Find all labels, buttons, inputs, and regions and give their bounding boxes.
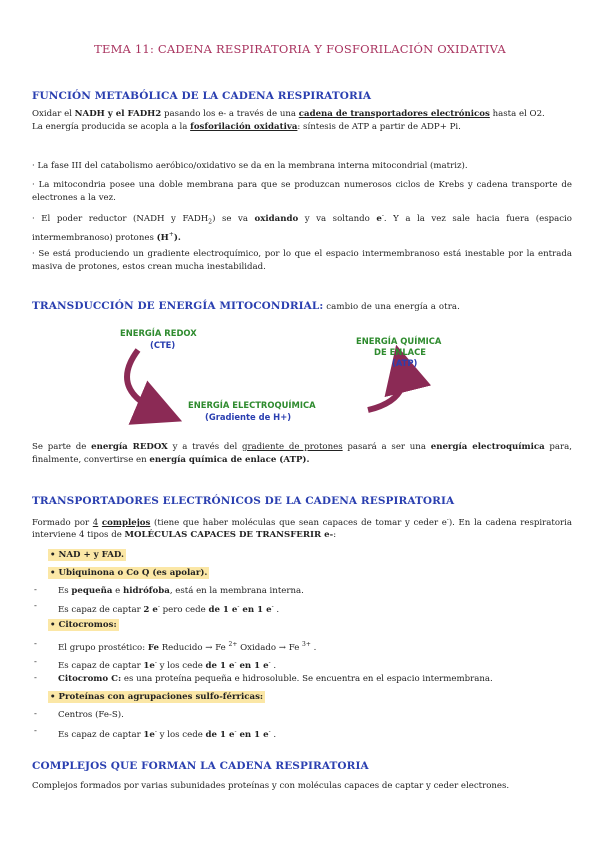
text-bold-underline: complejos (101, 517, 151, 528)
text: y los cede (156, 729, 206, 740)
superscript: - (446, 516, 449, 523)
page-title: TEMA 11: CADENA RESPIRATORIA Y FOSFORILACIÓN OXIDATIVA (94, 42, 506, 56)
text: y los cede (156, 660, 206, 671)
sub-item-captar-1e (58, 657, 276, 672)
bullet-fase: · La fase III del catabolismo aeróbico/oxidativo se da en la membrana interna mitocondrial (matriz). (32, 161, 468, 171)
dash-marker: - (34, 726, 37, 736)
text-bold: en 1 e (236, 729, 269, 740)
arrow-left-curve (127, 350, 160, 412)
label-energia-quimica: ENERGÍA QUÍMICA (356, 336, 442, 346)
text-bold: ). (173, 232, 181, 243)
label-energia-electroquimica: ENERGÍA ELECTROQUÍMICA (188, 400, 316, 410)
sub-item-grupo-prostetico (58, 639, 316, 654)
paragraph-oxidar (32, 108, 572, 133)
paragraph-complejos: Complejos formados por varias subunidades proteínas y con moléculas capaces de captar y ceder electrones. (32, 781, 510, 791)
label-cte: (CTE) (150, 340, 176, 350)
text: . Y a la vez sale hacia fuera (espacio intermembranoso) protones (32, 213, 572, 243)
heading-text: TRANSDUCCIÓN DE ENERGÍA MITOCONDRIAL: (32, 300, 324, 312)
text-underline: 4 (92, 517, 99, 528)
text: La energía producida se acopla a la (32, 121, 191, 132)
superscript: - (154, 728, 157, 735)
text-underline: gradiente de protones (241, 442, 343, 452)
text-bold: 2 e (143, 604, 158, 615)
text: pasará a ser una (342, 442, 431, 452)
text-bold: energía electroquímica (430, 442, 545, 452)
text: es una proteína pequeña e hidrosoluble. Se encuentra en el espacio intermembrana. (121, 674, 493, 684)
text-bold: de 1 e (205, 660, 235, 671)
text: ) se va (212, 213, 255, 224)
text-bold: e (376, 213, 382, 224)
superscript: + (168, 231, 174, 239)
section-heading-transportadores: TRANSPORTADORES ELECTRÓNICOS DE LA CADENA RESPIRATORIA (32, 495, 455, 507)
text-bold: hidrófoba (123, 586, 170, 596)
text: hasta el O2. (489, 109, 545, 119)
highlight: • Ubiquinona o Co Q (es apolar). (50, 568, 208, 578)
sub-item-captar-1e-fes (58, 726, 276, 741)
superscript: 2+ (228, 641, 238, 648)
superscript: - (234, 728, 237, 735)
superscript: - (237, 603, 240, 610)
bullet-poder-reductor (32, 210, 572, 244)
superscript: - (271, 603, 274, 610)
text: (tiene que haber moléculas que sean capaces de tomar y ceder e (150, 517, 447, 528)
arrow-right-curve (368, 368, 403, 410)
text-bold: de 1 e (205, 729, 235, 740)
text-bold: NADH y el FADH2 (74, 109, 162, 119)
superscript: - (157, 603, 160, 610)
heading-rest: cambio de una energía a otra. (323, 302, 460, 312)
text: e (112, 586, 124, 596)
bullet-gradiente: · Se está produciendo un gradiente electroquímico, por lo que el espacio intermembranoso está inestable por la entrada masiva de protones, estos crean mucha inestabilidad. (32, 249, 572, 272)
text-bold: en 1 e (236, 660, 269, 671)
label-de-enlace: DE ENLACE (374, 347, 427, 357)
text: y a través del (167, 442, 242, 452)
text-bold: pequeña (71, 586, 113, 596)
text-bold: Citocromo C: (58, 674, 122, 684)
text-bold: MOLÉCULAS CAPACES DE TRANSFERIR e- (124, 530, 334, 541)
label-atp: (ATP) (392, 358, 418, 368)
superscript: - (268, 659, 271, 666)
subscript: 2 (208, 218, 213, 226)
highlight: • Citocromos: (50, 620, 117, 630)
text-bold: de 1 e (208, 604, 238, 615)
dash-marker: - (34, 673, 37, 683)
text: , está en la membrana interna. (169, 586, 304, 596)
text-bold-underline: cadena de transportadores electrónicos (298, 109, 490, 119)
section-heading-transduccion (32, 300, 460, 312)
text-bold: 1e (143, 660, 155, 671)
text: pero cede (159, 604, 209, 615)
energy-diagram (90, 320, 490, 435)
text: : (333, 530, 337, 541)
text: : síntesis de ATP a partir de ADP+ Pi. (297, 121, 461, 132)
text: Oxidar el (32, 109, 75, 119)
text: . (270, 660, 277, 671)
text-bold: oxidando (254, 213, 299, 224)
text: . (270, 729, 277, 740)
text: Reducido → Fe (158, 642, 229, 653)
label-gradiente: (Gradiente de H+) (205, 412, 292, 422)
text: . (310, 642, 317, 653)
sub-item-captar-2e (58, 601, 279, 616)
superscript: - (381, 212, 384, 219)
text: El grupo prostético: (58, 642, 148, 653)
paragraph-se-parte (32, 441, 572, 466)
paragraph-formado (32, 514, 572, 542)
text: y va soltando (298, 213, 377, 224)
text: Formado por (32, 517, 93, 528)
text: Oxidado → Fe (237, 642, 303, 653)
text: para, finalmente, convertirse en (32, 442, 572, 465)
superscript: - (268, 728, 271, 735)
dash-marker: - (34, 585, 37, 595)
list-item-ubiquinona (48, 567, 209, 579)
sub-item-citocromo-c (58, 673, 493, 685)
text-bold: energía química de enlace (ATP). (149, 454, 310, 465)
text: ). En la cadena respiratoria interviene 4 tipos de (32, 517, 572, 541)
sub-item-centros: Centros (Fe-S). (58, 710, 124, 720)
text: Es capaz de captar (58, 729, 144, 740)
highlight: • NAD + y FAD. (50, 550, 125, 560)
list-item-citocromos (48, 619, 119, 631)
text: . (273, 604, 280, 615)
dash-marker: - (34, 657, 37, 667)
list-item-sulfo-ferricas (48, 691, 265, 703)
text: Se parte de (32, 442, 92, 452)
text-bold: energía REDOX (91, 442, 168, 452)
text-bold: (H (156, 232, 169, 243)
superscript: - (154, 659, 157, 666)
superscript: - (234, 659, 237, 666)
dash-marker: - (34, 639, 37, 649)
highlight: • Proteínas con agrupaciones sulfo-férricas: (50, 692, 264, 702)
text: · El poder reductor (NADH y FADH (32, 213, 209, 224)
list-item-nad (48, 549, 126, 561)
section-heading-complejos: COMPLEJOS QUE FORMAN LA CADENA RESPIRATORIA (32, 760, 369, 772)
section-heading-funcion: FUNCIÓN METABÓLICA DE LA CADENA RESPIRATORIA (32, 90, 372, 102)
text: Es capaz de captar (58, 604, 144, 615)
dash-marker: - (34, 601, 37, 611)
label-energia-redox: ENERGÍA REDOX (120, 328, 197, 338)
text-bold: 1e (143, 729, 155, 740)
sub-item-pequena (58, 585, 304, 597)
text: Es (58, 586, 72, 596)
bullet-mitocondria: · La mitocondria posee una doble membrana para que se produzcan numerosos ciclos de Krebs y cadena transporte de electrones a la vez. (32, 180, 572, 203)
superscript: 3+ (302, 641, 311, 648)
text-bold: en 1 e (239, 604, 272, 615)
dash-marker: - (34, 709, 37, 719)
text-bold: Fe (147, 642, 159, 653)
text: Es capaz de captar (58, 660, 144, 671)
text-bold-underline: fosforilación oxidativa (190, 121, 298, 132)
text: pasando los e- a través de una (161, 109, 299, 119)
